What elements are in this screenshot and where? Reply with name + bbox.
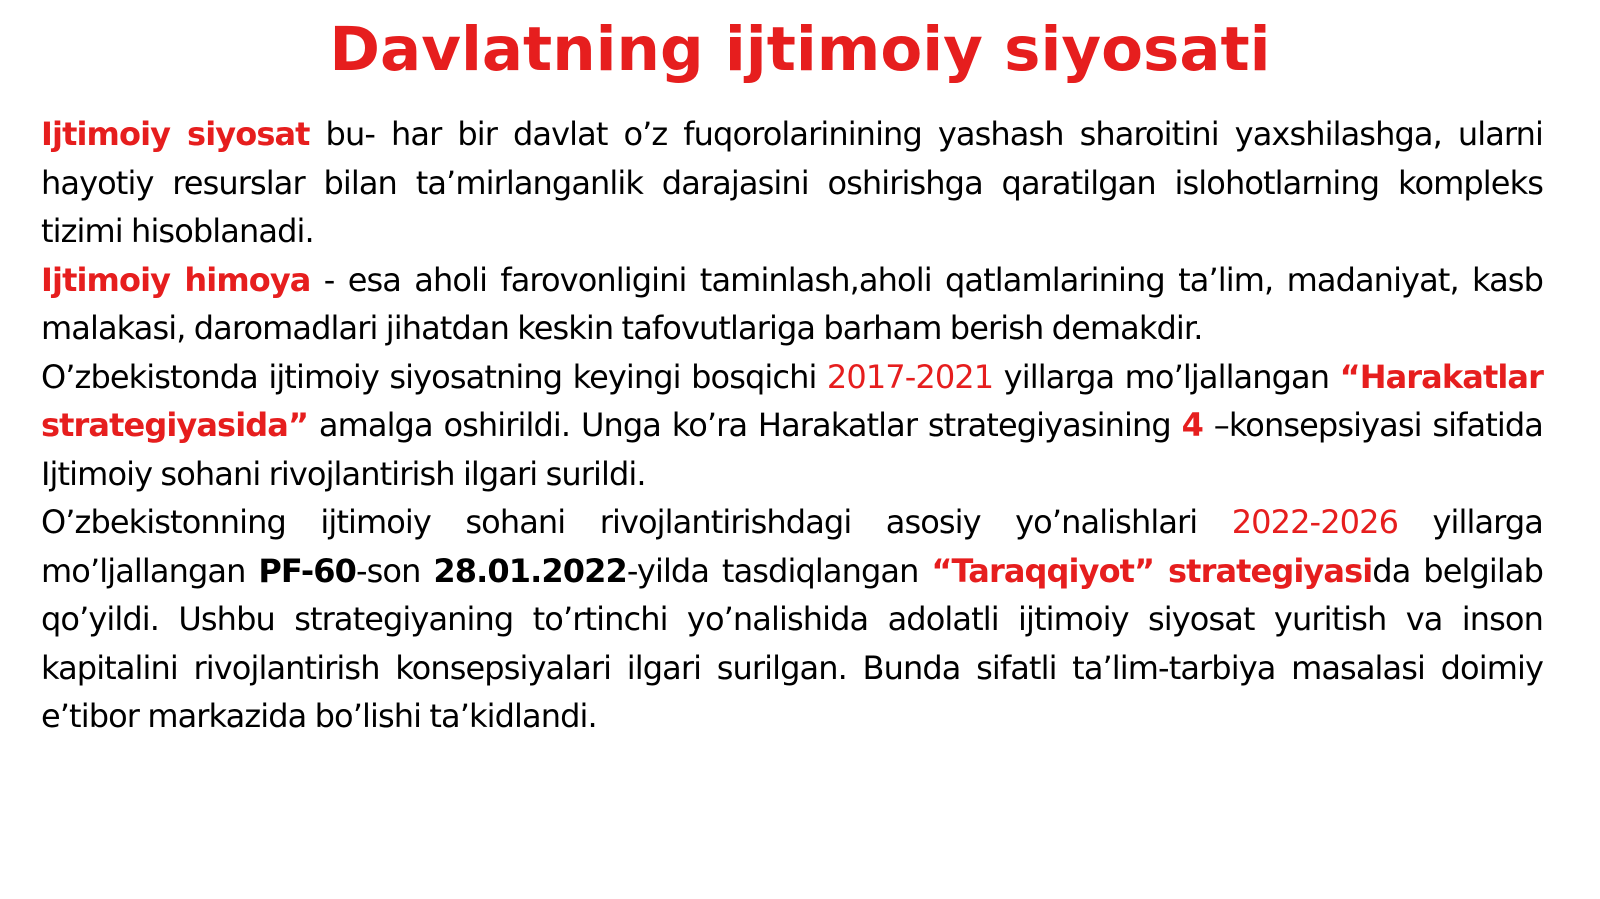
development-strategy-text-1: O’zbekistonning ijtimoiy sohani rivojlantirishdagi asosiy yo’nalishlari <box>41 503 1232 541</box>
development-strategy-text-3: -son <box>356 551 434 590</box>
action-strategy-text-4: –konsepsiyasi sifatida Ijtimoiy sohani rivojlantirish ilgari surildi. <box>41 406 1543 493</box>
term-social-protection: Ijtimoiy himoya <box>41 260 311 299</box>
action-strategy-text-1: O’zbekistonda ijtimoiy siyosatning keyingi bosqichi <box>41 357 827 396</box>
decree-number: PF-60 <box>258 551 357 590</box>
development-strategy-name: “Taraqqiyot” strategiyasi <box>931 551 1373 590</box>
slide-body <box>41 110 1543 741</box>
development-strategy-text-4: -yilda tasdiqlangan <box>626 551 932 590</box>
action-strategy-number: 4 <box>1181 406 1203 444</box>
definition-social-policy: bu- har bir davlat o’z fuqorolarinining yashash sharoitini yaxshilashga, ularni hayotiy resurslar bilan ta’mirlanganlik darajasini oshirishga qaratilgan islohotlarning kompleks tizimi hisoblanadi. <box>41 115 1543 250</box>
paragraph-action-strategy <box>41 353 1543 499</box>
decree-date: 28.01.2022 <box>433 551 627 590</box>
development-strategy-text-5: da belgilab qo’yildi. Ushbu strategiyaning to’rtinchi yo’nalishida adolatli ijtimoiy siyosat yuritish va inson kapitalini rivojlantirish konsepsiyalari ilgari surilgan. Bunda sifatli ta’lim-tarbiya masalasi doimiy e’tibor markazida bo’lishi ta’kidlandi. <box>41 551 1543 735</box>
action-strategy-name: “Harakatlar strategiyasida” <box>41 357 1543 444</box>
paragraph-social-protection <box>41 256 1543 353</box>
slide-title: Davlatning ijtimoiy siyosati <box>329 14 1271 85</box>
paragraph-social-policy <box>41 110 1543 256</box>
action-strategy-text-2: yillarga mo’ljallangan <box>993 357 1340 396</box>
development-strategy-years: 2022-2026 <box>1231 503 1399 541</box>
term-social-policy: Ijtimoiy siyosat <box>41 115 310 153</box>
development-strategy-text-2: yillarga mo’ljallangan <box>41 503 1543 590</box>
action-strategy-years: 2017-2021 <box>826 357 994 396</box>
action-strategy-text-3: amalga oshirildi. Unga ko’ra Harakatlar strategiyasining <box>308 406 1182 444</box>
definition-social-protection: - esa aholi farovonligini taminlash,aholi qatlamlarining ta’lim, madaniyat, kasb malakasi, daromadlari jihatdan keskin tafovutlariga barham berish demakdir. <box>41 260 1543 347</box>
paragraph-development-strategy <box>41 498 1543 741</box>
